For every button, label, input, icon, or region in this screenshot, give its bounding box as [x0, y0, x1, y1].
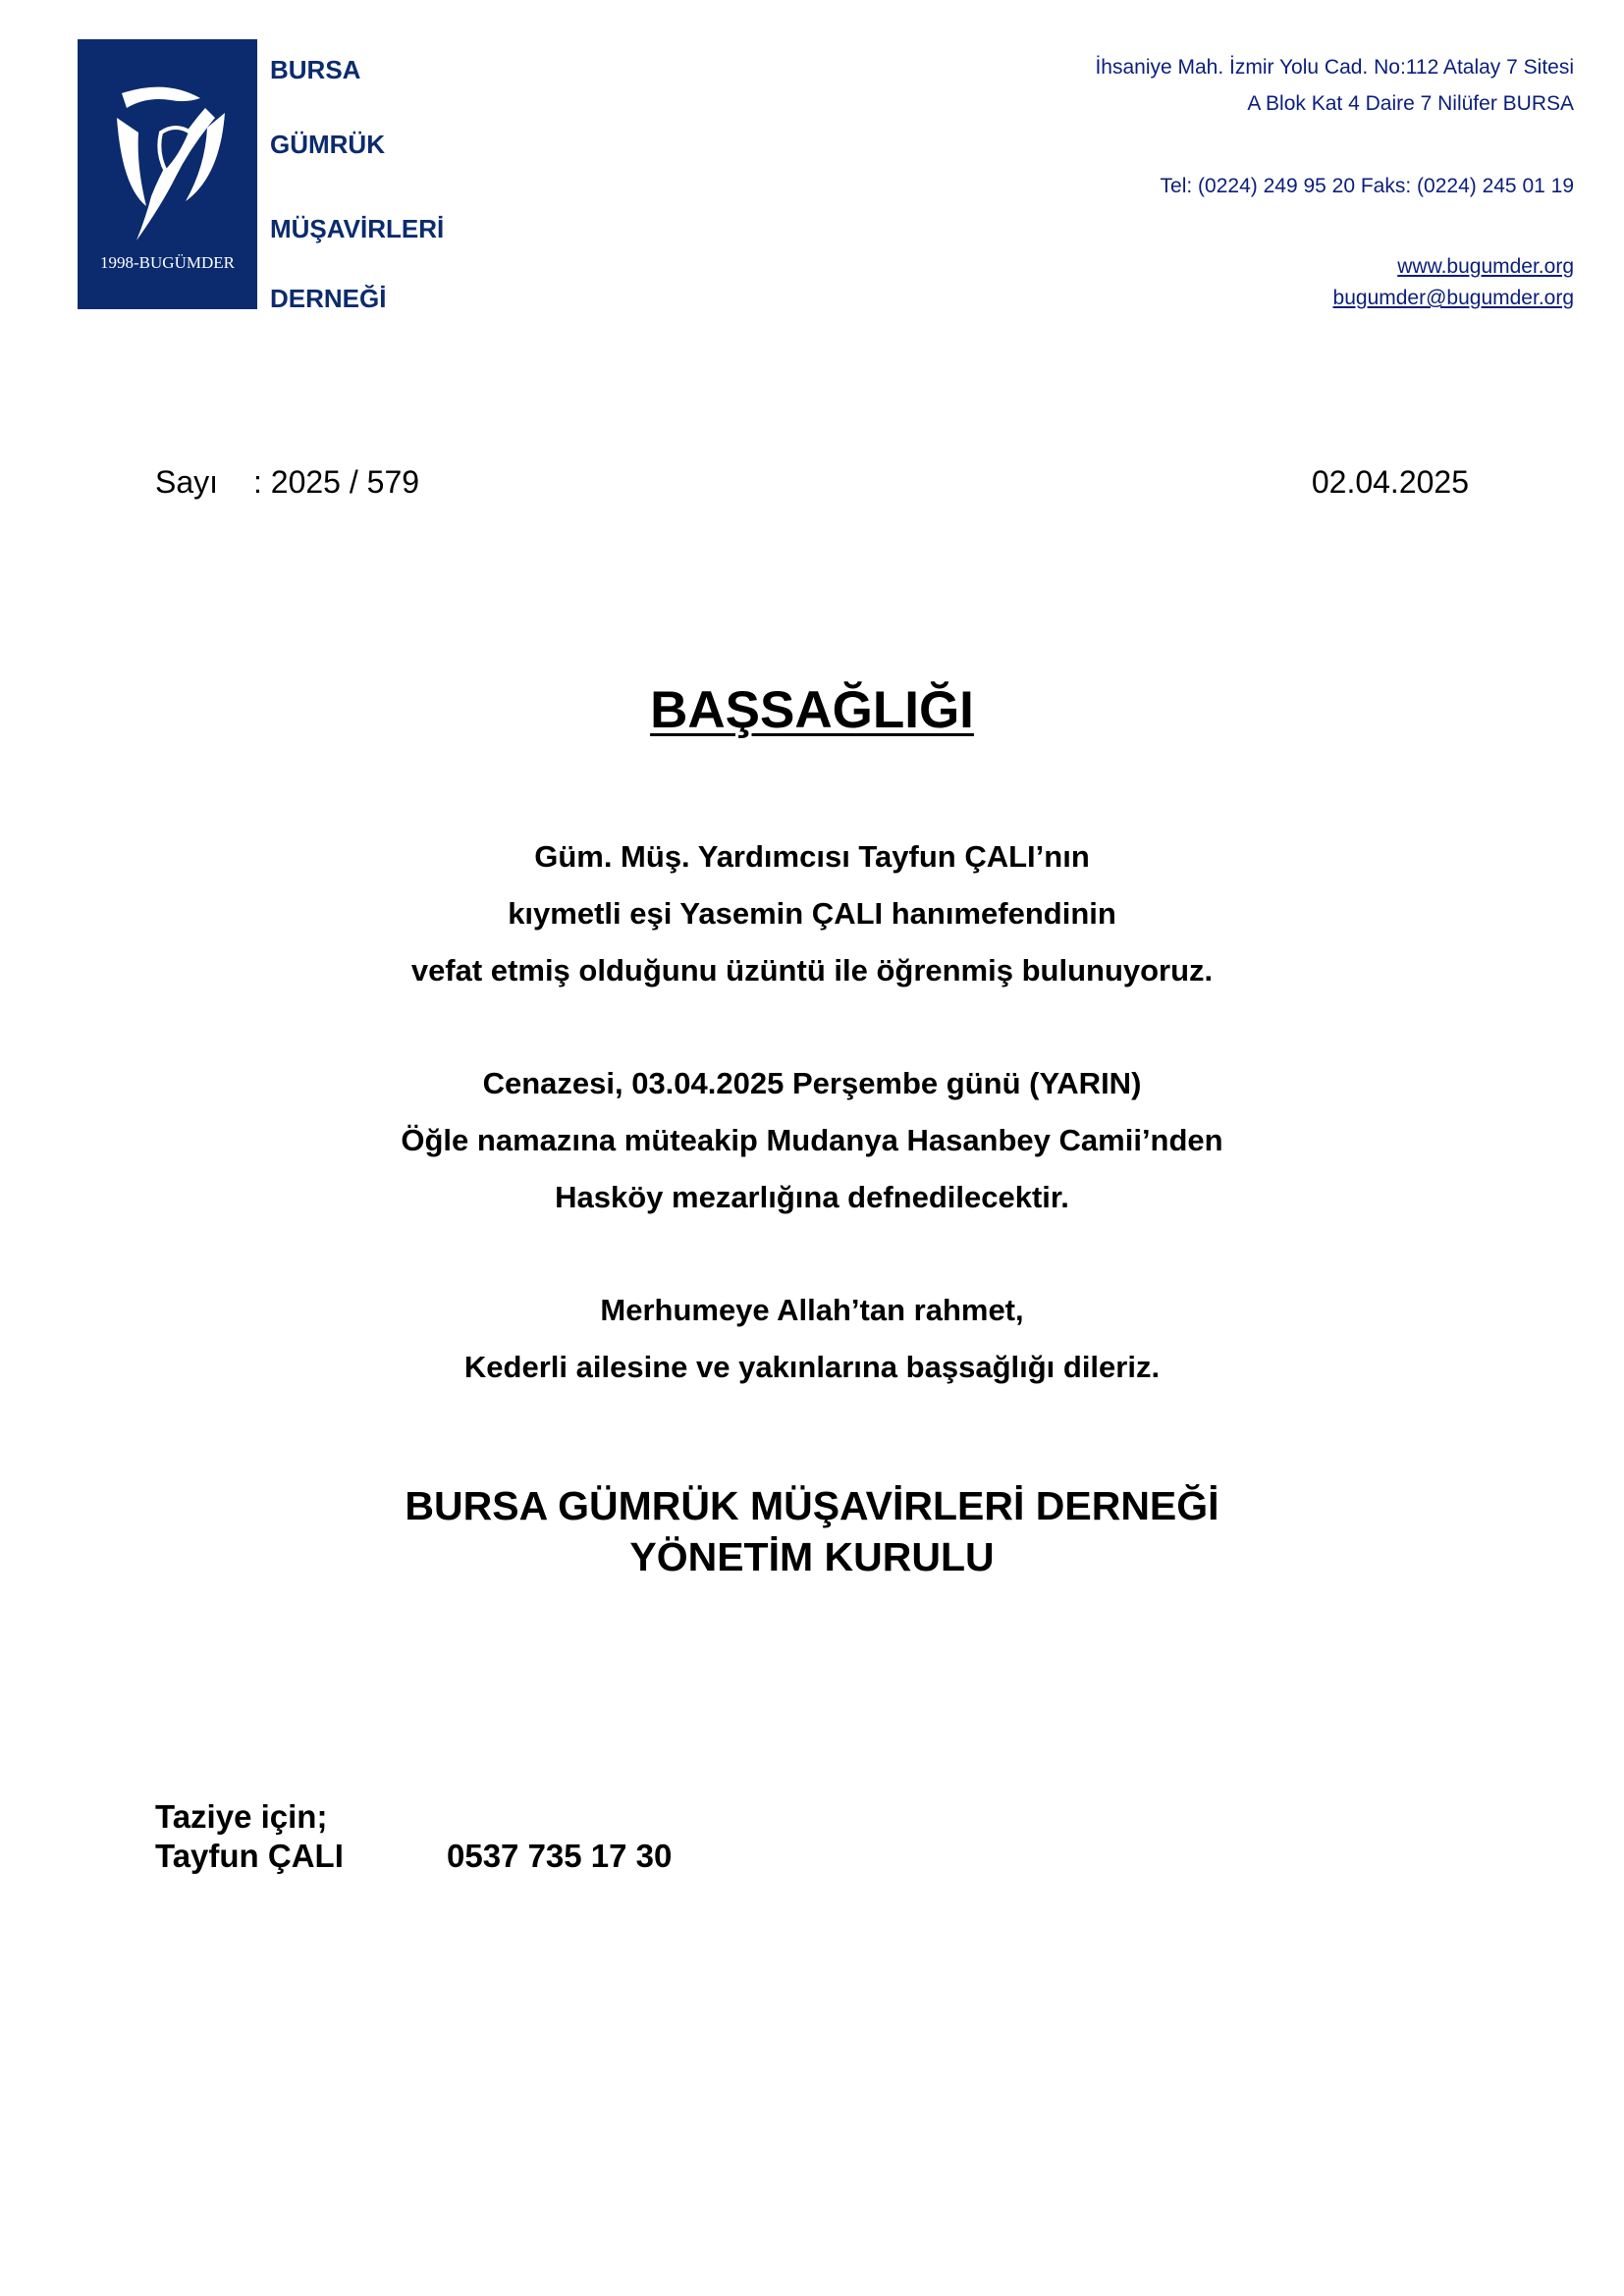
- org-name-line-1: BURSA: [270, 55, 361, 84]
- org-name-line-3: MÜŞAVİRLERİ: [270, 214, 445, 243]
- body-line: Kederli ailesine ve yakınlarına başsağlığı dileriz.: [463, 1350, 1161, 1384]
- body-line: Cenazesi, 03.04.2025 Perşembe günü (YARIN): [482, 1066, 1142, 1100]
- document-date: 02.04.2025: [1311, 464, 1469, 500]
- body-line: vefat etmiş olduğunu üzüntü ile öğrenmiş bulunuyoruz.: [410, 953, 1214, 988]
- association-logo: [78, 39, 257, 309]
- signature-organization: BURSA GÜMRÜK MÜŞAVİRLERİ DERNEĞİ: [405, 1483, 1219, 1528]
- phone-fax: Tel: (0224) 249 95 20 Faks: (0224) 245 01 19: [1160, 175, 1574, 197]
- org-name-line-4: DERNEĞİ: [270, 284, 387, 313]
- body-line: Merhumeye Allah’tan rahmet,: [600, 1293, 1024, 1327]
- signature-board: YÖNETİM KURULU: [629, 1534, 995, 1579]
- address-line-2: A Blok Kat 4 Daire 7 Nilüfer BURSA: [1247, 92, 1574, 115]
- reference-label: Sayı: [155, 464, 219, 500]
- body-line: Hasköy mezarlığına defnedilecektir.: [555, 1180, 1069, 1214]
- email-link[interactable]: bugumder@bugumder.org: [1332, 287, 1574, 309]
- body-line: Öğle namazına müteakip Mudanya Hasanbey Camii’nden: [401, 1123, 1223, 1157]
- address-line-1: İhsaniye Mah. İzmir Yolu Cad. No:112 Atalay 7 Sitesi: [1095, 56, 1574, 79]
- body-line: Güm. Müş. Yardımcısı Tayfun ÇALI’nın: [534, 839, 1090, 874]
- body-line: kıymetli eşi Yasemin ÇALI hanımefendinin: [508, 896, 1116, 931]
- condolence-label: Taziye için;: [155, 1798, 328, 1835]
- condolence-contact-name: Tayfun ÇALI: [155, 1838, 344, 1874]
- logo-caption: 1998-BUGÜMDER: [100, 253, 235, 272]
- reference-number: : 2025 / 579: [253, 464, 420, 500]
- org-name-line-2: GÜMRÜK: [270, 130, 385, 159]
- document-title: BAŞSAĞLIĞI: [650, 681, 974, 739]
- website-link[interactable]: www.bugumder.org: [1397, 255, 1574, 278]
- condolence-contact-phone: 0537 735 17 30: [447, 1838, 673, 1874]
